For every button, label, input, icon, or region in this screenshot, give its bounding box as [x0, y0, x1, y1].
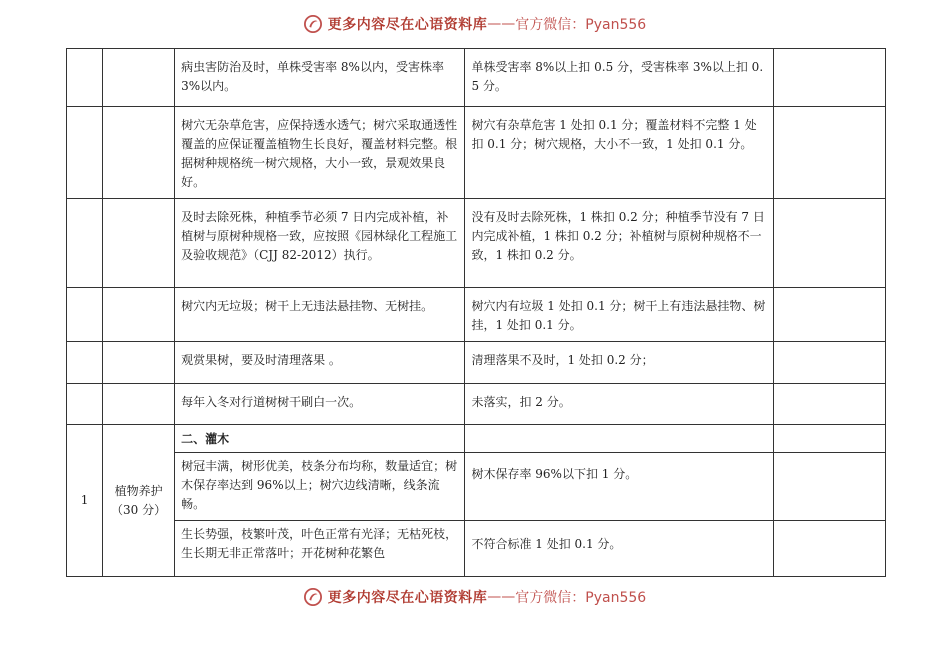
- score-cell: [773, 342, 885, 384]
- criteria-cell: 生长势强，枝繁叶茂，叶色正常有光泽；无枯死枝，生长期无非正常落叶；开花树种花繁色: [175, 521, 465, 577]
- watermark-brand: 更多内容尽在心语资料库: [327, 590, 488, 606]
- deduction-cell: 清理落果不及时，1 处扣 0.2 分；: [465, 342, 773, 384]
- category-cell: [103, 49, 175, 107]
- watermark-brand: 更多内容尽在心语资料库: [327, 17, 488, 33]
- category-cell: [103, 199, 175, 288]
- table-row: [67, 521, 886, 577]
- criteria-cell: 树穴内无垃圾；树干上无违法悬挂物、无树挂。: [175, 288, 465, 342]
- deduction-cell: 树木保存率 96%以下扣 1 分。: [465, 453, 773, 521]
- index-cell: [67, 288, 103, 342]
- table-row: [67, 49, 886, 107]
- crescent-logo-icon: [304, 588, 322, 606]
- table-row: [67, 384, 886, 425]
- criteria-cell: 树冠丰满，树形优美，枝条分布均称，数量适宜；树木保存率达到 96%以上；树穴边线清晰，线条流畅。: [175, 453, 465, 521]
- score-cell: [773, 384, 885, 425]
- score-cell: [773, 425, 885, 453]
- index-cell: [67, 107, 103, 199]
- score-cell: [773, 521, 885, 577]
- watermark-contact: 官方微信：Pyan556: [515, 17, 647, 33]
- category-cell: [103, 384, 175, 425]
- table-row: [67, 199, 886, 288]
- watermark-dash: ——: [487, 16, 516, 32]
- score-cell: [773, 453, 885, 521]
- category-cell: [103, 107, 175, 199]
- index-cell: [67, 49, 103, 107]
- criteria-cell: 观赏果树，要及时清理落果 。: [175, 342, 465, 384]
- index-cell: [67, 384, 103, 425]
- category-cell: [103, 342, 175, 384]
- deduction-cell: 未落实，扣 2 分。: [465, 384, 773, 425]
- category-label: 植物养护 （30 分）: [103, 425, 175, 577]
- score-cell: [773, 107, 885, 199]
- deduction-cell: 树穴有杂草危害 1 处扣 0.1 分；覆盖材料不完整 1 处扣 0.1 分；树穴规格，大小不一致，1 处扣 0.1 分。: [465, 107, 773, 199]
- index-cell: [67, 342, 103, 384]
- watermark-header: [0, 11, 950, 37]
- criteria-cell: 每年入冬对行道树树干刷白一次。: [175, 384, 465, 425]
- watermark-contact: 官方微信：Pyan556: [515, 590, 647, 606]
- table-row: [67, 288, 886, 342]
- category-cell: [103, 288, 175, 342]
- section-title: 二、灌木: [175, 425, 465, 453]
- criteria-cell: 病虫害防治及时，单株受害率 8%以内，受害株率 3%以内。: [175, 49, 465, 107]
- table-row: [67, 342, 886, 384]
- deduction-cell: 不符合标准 1 处扣 0.1 分。: [465, 521, 773, 577]
- section-header-row: [67, 425, 886, 453]
- watermark-footer: [0, 584, 950, 610]
- score-cell: [773, 49, 885, 107]
- score-cell: [773, 288, 885, 342]
- deduction-cell: 没有及时去除死株，1 株扣 0.2 分；种植季节没有 7 日内完成补植，1 株扣 0.2 分；补植树与原树种规格不一致，1 株扣 0.2 分。: [465, 199, 773, 288]
- watermark-dash: ——: [487, 589, 516, 605]
- criteria-cell: 树穴无杂草危害，应保持透水透气；树穴采取通透性覆盖的应保证覆盖植物生长良好，覆盖材料完整。根据树种规格统一树穴规格，大小一致，景观效果良好。: [175, 107, 465, 199]
- deduction-cell: 单株受害率 8%以上扣 0.5 分，受害株率 3%以上扣 0.5 分。: [465, 49, 773, 107]
- score-cell: [773, 199, 885, 288]
- crescent-logo-icon: [304, 15, 322, 33]
- criteria-cell: 及时去除死株，种植季节必须 7 日内完成补植，补植树与原树种规格一致，应按照《园林绿化工程施工及验收规范》（CJJ 82-2012）执行。: [175, 199, 465, 288]
- table-row: [67, 453, 886, 521]
- row-index: 1: [67, 425, 103, 577]
- maintenance-standards-table: [66, 48, 886, 577]
- deduction-cell: 树穴内有垃圾 1 处扣 0.1 分；树干上有违法悬挂物、树挂，1 处扣 0.1 分。: [465, 288, 773, 342]
- table-row: [67, 107, 886, 199]
- index-cell: [67, 199, 103, 288]
- deduction-cell: [465, 425, 773, 453]
